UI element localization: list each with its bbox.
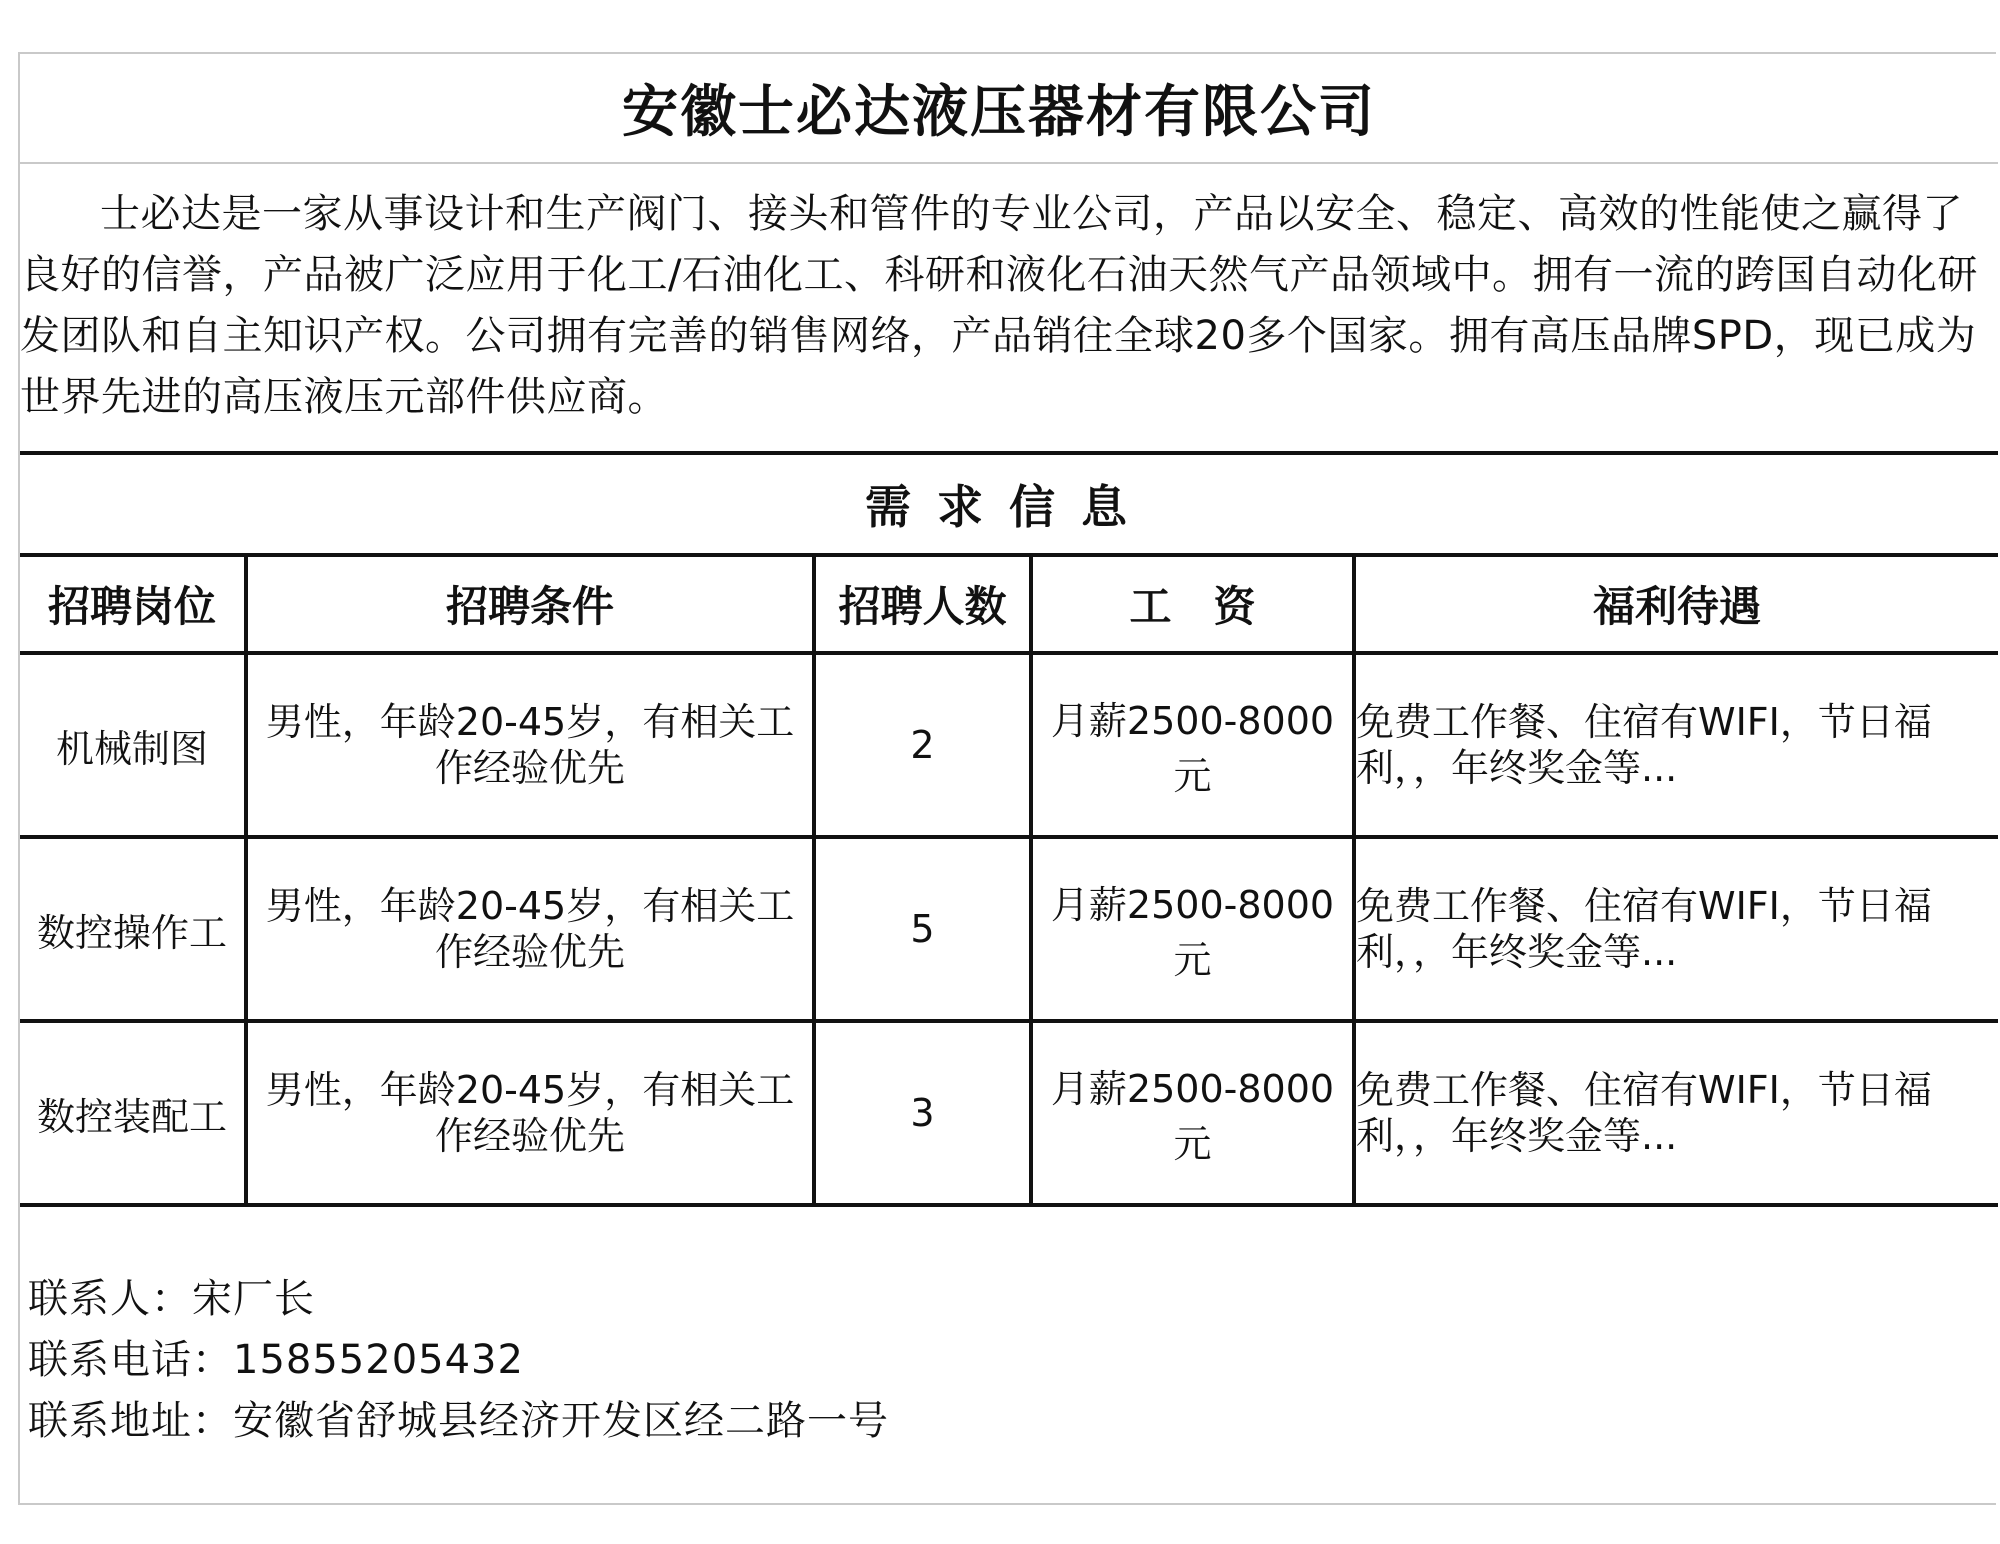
- post-cell: 机械制图: [20, 653, 246, 837]
- recruitment-table: [20, 553, 1998, 1207]
- salary-cell: 月薪2500-8000元: [1031, 837, 1354, 1021]
- contact-block: [28, 1269, 889, 1452]
- job-posting-sheet: [18, 52, 1996, 1505]
- welfare-cell: 免费工作餐、住宿有WIFI，节日福利，，年终奖金等...: [1354, 653, 1998, 837]
- count-cell: 5: [814, 837, 1031, 1021]
- table-row: [20, 653, 1998, 837]
- header-post: 招聘岗位: [20, 555, 246, 653]
- contact-phone: 联系电话：15855205432: [28, 1337, 524, 1383]
- requirement-cell: 男性，年龄20-45岁，有相关工作经验优先: [246, 1021, 814, 1205]
- salary-cell: 月薪2500-8000元: [1031, 1021, 1354, 1205]
- contact-address: 联系地址：安徽省舒城县经济开发区经二路一号: [28, 1398, 889, 1444]
- header-salary: 工 资: [1031, 555, 1354, 653]
- header-requirement: 招聘条件: [246, 555, 814, 653]
- table-row: [20, 837, 1998, 1021]
- table-row: [20, 1021, 1998, 1205]
- count-cell: 3: [814, 1021, 1031, 1205]
- requirement-cell: 男性，年龄20-45岁，有相关工作经验优先: [246, 837, 814, 1021]
- contact-person: 联系人：宋厂长: [28, 1276, 315, 1322]
- post-cell: 数控装配工: [20, 1021, 246, 1205]
- requirement-cell: 男性，年龄20-45岁，有相关工作经验优先: [246, 653, 814, 837]
- welfare-cell: 免费工作餐、住宿有WIFI，节日福利，，年终奖金等...: [1354, 837, 1998, 1021]
- company-title: 安徽士必达液压器材有限公司: [20, 54, 1998, 164]
- salary-cell: 月薪2500-8000元: [1031, 653, 1354, 837]
- demand-info-heading: 需求信息: [20, 451, 1998, 557]
- header-count: 招聘人数: [814, 555, 1031, 653]
- welfare-cell: 免费工作餐、住宿有WIFI，节日福利，，年终奖金等...: [1354, 1021, 1998, 1205]
- header-welfare: 福利待遇: [1354, 555, 1998, 653]
- table-header-row: [20, 555, 1998, 653]
- post-cell: 数控操作工: [20, 837, 246, 1021]
- company-introduction: 士必达是一家从事设计和生产阀门、接头和管件的专业公司，产品以安全、稳定、高效的性能使之赢得了良好的信誉，产品被广泛应用于化工/石油化工、科研和液化石油天然气产品领域中。拥有一流的跨国自动化研发团队和自主知识产权。公司拥有完善的销售网络，产品销往全球20多个国家。拥有高压品牌SPD，现已成为世界先进的高压液压元部件供应商。: [20, 191, 1978, 420]
- count-cell: 2: [814, 653, 1031, 837]
